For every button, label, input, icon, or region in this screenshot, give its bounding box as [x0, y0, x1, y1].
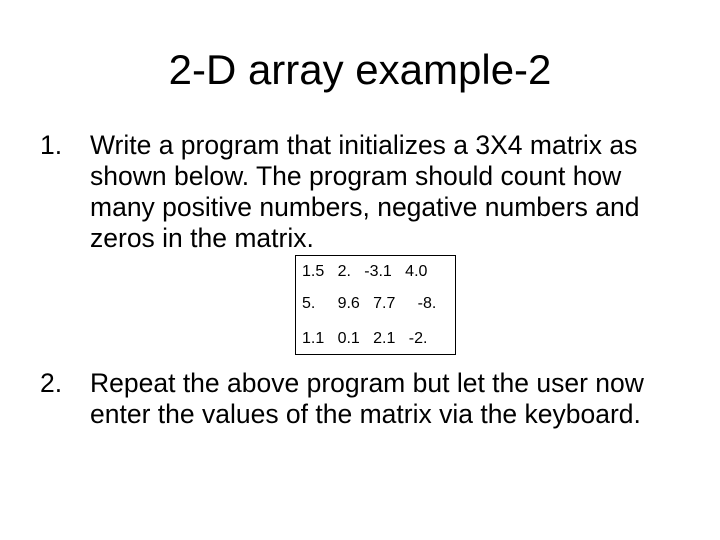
list-item-2 [40, 368, 700, 438]
matrix-row: 5. 9.6 7.7 -8. [302, 295, 437, 312]
list-item-number: 2. [40, 368, 63, 398]
slide-title: 2-D array example-2 [168, 46, 552, 93]
list-item-line: shown below. The program should count how [90, 161, 622, 191]
list-item-text [90, 368, 700, 430]
list-item-1 [40, 130, 700, 260]
list-item-number: 1. [40, 130, 63, 160]
list-item-line: zeros in the matrix. [90, 223, 314, 253]
matrix-box [295, 255, 456, 355]
list-item-line: Repeat the above program but let the user now [90, 368, 644, 398]
list-item-line: Write a program that initializes a 3X4 matrix as [90, 130, 638, 160]
matrix-row: 1.1 0.1 2.1 -2. [302, 330, 428, 347]
matrix-row: 1.5 2. -3.1 4.0 [302, 263, 428, 280]
list-item-text [90, 130, 700, 254]
list-item-line: many positive numbers, negative numbers and [90, 192, 640, 222]
list-item-line: enter the values of the matrix via the keyboard. [90, 399, 641, 429]
